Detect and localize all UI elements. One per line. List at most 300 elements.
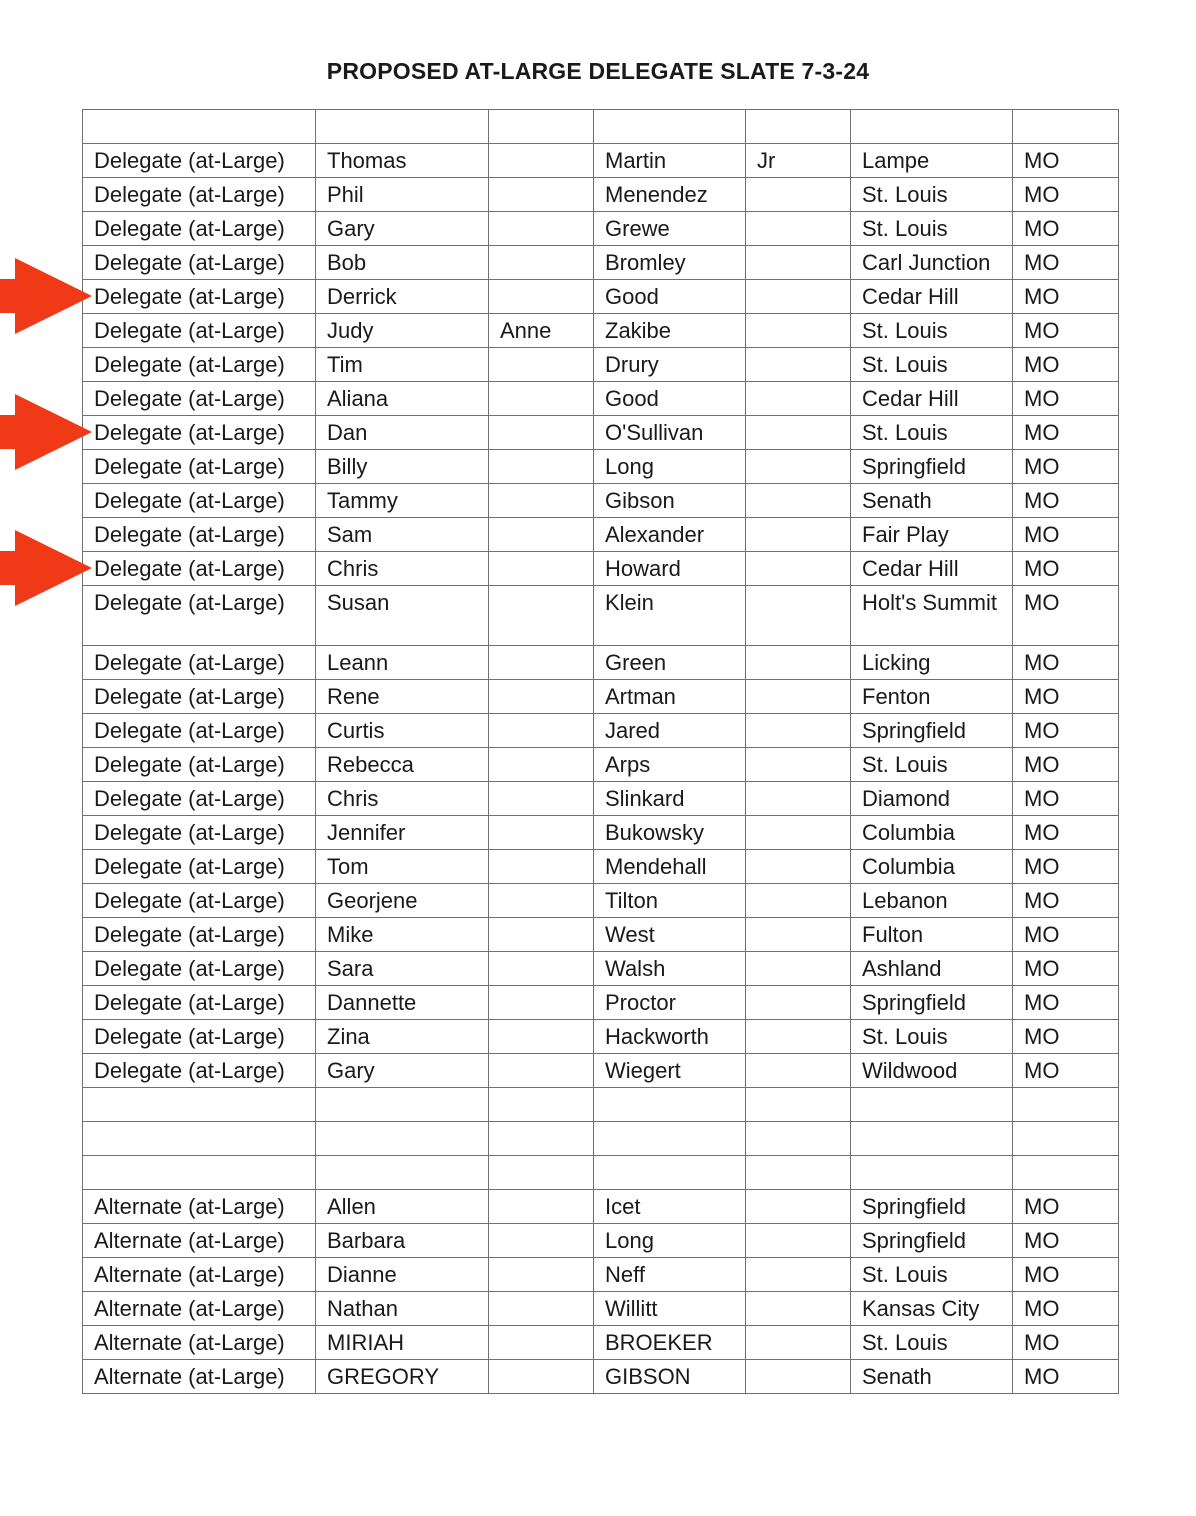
first-name-cell: Mike [316, 918, 489, 952]
city-cell: St. Louis [851, 1258, 1013, 1292]
table-row [83, 952, 1119, 986]
suffix-cell [746, 952, 851, 986]
state-cell: MO [1013, 1054, 1119, 1088]
last-name-cell: Long [594, 450, 746, 484]
first-name-cell: Jennifer [316, 816, 489, 850]
role-cell: Delegate (at-Large) [83, 314, 316, 348]
last-name-cell: Bukowsky [594, 816, 746, 850]
table-row [83, 850, 1119, 884]
table-row [83, 1020, 1119, 1054]
middle-name-cell [489, 586, 594, 646]
state-cell: MO [1013, 1326, 1119, 1360]
first-name-cell [316, 1122, 489, 1156]
city-cell [851, 1122, 1013, 1156]
city-cell: Springfield [851, 450, 1013, 484]
state-cell [1013, 1088, 1119, 1122]
last-name-cell: Jared [594, 714, 746, 748]
suffix-cell [746, 918, 851, 952]
suffix-cell [746, 1326, 851, 1360]
last-name-cell: BROEKER [594, 1326, 746, 1360]
last-name-cell: Neff [594, 1258, 746, 1292]
table-row [83, 816, 1119, 850]
role-cell: Delegate (at-Large) [83, 1054, 316, 1088]
table-row [83, 144, 1119, 178]
role-cell: Alternate (at-Large) [83, 1326, 316, 1360]
middle-name-cell [489, 1360, 594, 1394]
state-cell: MO [1013, 918, 1119, 952]
city-cell: St. Louis [851, 1020, 1013, 1054]
table-row [83, 314, 1119, 348]
state-cell [1013, 1156, 1119, 1190]
first-name-cell: Zina [316, 1020, 489, 1054]
middle-name-cell [489, 484, 594, 518]
first-name-cell: Georjene [316, 884, 489, 918]
middle-name-cell [489, 1258, 594, 1292]
middle-name-cell [489, 416, 594, 450]
city-cell: St. Louis [851, 1326, 1013, 1360]
city-cell: Columbia [851, 850, 1013, 884]
middle-name-cell [489, 816, 594, 850]
last-name-cell: Howard [594, 552, 746, 586]
role-cell: Delegate (at-Large) [83, 884, 316, 918]
state-cell [1013, 1122, 1119, 1156]
suffix-cell [746, 714, 851, 748]
role-cell: Delegate (at-Large) [83, 212, 316, 246]
table-row [83, 518, 1119, 552]
document-title: PROPOSED AT-LARGE DELEGATE SLATE 7-3-24 [326, 58, 870, 84]
middle-name-cell [489, 1326, 594, 1360]
first-name-cell: Billy [316, 450, 489, 484]
table-row [83, 552, 1119, 586]
city-cell: Kansas City [851, 1292, 1013, 1326]
middle-name-cell [489, 850, 594, 884]
role-cell: Alternate (at-Large) [83, 1360, 316, 1394]
table-row [83, 212, 1119, 246]
suffix-cell [746, 280, 851, 314]
table-row [83, 1156, 1119, 1190]
role-cell: Delegate (at-Large) [83, 246, 316, 280]
state-cell: MO [1013, 416, 1119, 450]
table-row [83, 1054, 1119, 1088]
first-name-cell: Aliana [316, 382, 489, 416]
state-cell: MO [1013, 1360, 1119, 1394]
last-name-cell: Klein [594, 586, 746, 646]
last-name-cell: O'Sullivan [594, 416, 746, 450]
middle-name-cell [489, 1088, 594, 1122]
role-cell: Delegate (at-Large) [83, 348, 316, 382]
last-name-cell: Menendez [594, 178, 746, 212]
middle-name-cell [489, 986, 594, 1020]
table-row [83, 1258, 1119, 1292]
city-cell: St. Louis [851, 212, 1013, 246]
table-row [83, 986, 1119, 1020]
first-name-cell [316, 1156, 489, 1190]
first-name-cell: Susan [316, 586, 489, 646]
city-cell: Carl Junction [851, 246, 1013, 280]
city-cell: Springfield [851, 1190, 1013, 1224]
suffix-cell [746, 110, 851, 144]
last-name-cell: Good [594, 382, 746, 416]
suffix-cell [746, 212, 851, 246]
middle-name-cell [489, 680, 594, 714]
table-row [83, 1360, 1119, 1394]
suffix-cell [746, 1088, 851, 1122]
city-cell: Fair Play [851, 518, 1013, 552]
middle-name-cell [489, 348, 594, 382]
table-row [83, 416, 1119, 450]
suffix-cell [746, 1224, 851, 1258]
table-row [83, 110, 1119, 144]
state-cell: MO [1013, 484, 1119, 518]
first-name-cell: Phil [316, 178, 489, 212]
suffix-cell [746, 680, 851, 714]
last-name-cell: GIBSON [594, 1360, 746, 1394]
city-cell: Springfield [851, 986, 1013, 1020]
first-name-cell: Curtis [316, 714, 489, 748]
city-cell [851, 110, 1013, 144]
state-cell: MO [1013, 646, 1119, 680]
suffix-cell [746, 348, 851, 382]
state-cell: MO [1013, 714, 1119, 748]
first-name-cell: Bob [316, 246, 489, 280]
role-cell: Delegate (at-Large) [83, 280, 316, 314]
first-name-cell: MIRIAH [316, 1326, 489, 1360]
first-name-cell: Dan [316, 416, 489, 450]
last-name-cell: Martin [594, 144, 746, 178]
role-cell: Delegate (at-Large) [83, 178, 316, 212]
suffix-cell [746, 986, 851, 1020]
middle-name-cell [489, 1292, 594, 1326]
first-name-cell: Allen [316, 1190, 489, 1224]
table-row [83, 586, 1119, 646]
role-cell [83, 1122, 316, 1156]
role-cell: Delegate (at-Large) [83, 646, 316, 680]
city-cell [851, 1156, 1013, 1190]
state-cell: MO [1013, 212, 1119, 246]
first-name-cell: Rebecca [316, 748, 489, 782]
middle-name-cell [489, 382, 594, 416]
city-cell: Springfield [851, 714, 1013, 748]
suffix-cell: Jr [746, 144, 851, 178]
table-row [83, 680, 1119, 714]
table-row [83, 382, 1119, 416]
middle-name-cell [489, 1054, 594, 1088]
suffix-cell [746, 816, 851, 850]
table-row [83, 646, 1119, 680]
state-cell: MO [1013, 1292, 1119, 1326]
first-name-cell: Sam [316, 518, 489, 552]
city-cell: Senath [851, 1360, 1013, 1394]
city-cell: Lampe [851, 144, 1013, 178]
last-name-cell: Tilton [594, 884, 746, 918]
state-cell: MO [1013, 552, 1119, 586]
suffix-cell [746, 1122, 851, 1156]
role-cell: Delegate (at-Large) [83, 450, 316, 484]
city-cell: Fulton [851, 918, 1013, 952]
first-name-cell: Tom [316, 850, 489, 884]
first-name-cell: Dianne [316, 1258, 489, 1292]
suffix-cell [746, 1156, 851, 1190]
suffix-cell [746, 484, 851, 518]
middle-name-cell [489, 1224, 594, 1258]
last-name-cell: Icet [594, 1190, 746, 1224]
middle-name-cell [489, 518, 594, 552]
last-name-cell: Willitt [594, 1292, 746, 1326]
middle-name-cell: Anne [489, 314, 594, 348]
role-cell: Alternate (at-Large) [83, 1258, 316, 1292]
suffix-cell [746, 646, 851, 680]
suffix-cell [746, 884, 851, 918]
middle-name-cell [489, 552, 594, 586]
first-name-cell [316, 1088, 489, 1122]
first-name-cell: Nathan [316, 1292, 489, 1326]
middle-name-cell [489, 748, 594, 782]
middle-name-cell [489, 714, 594, 748]
suffix-cell [746, 416, 851, 450]
city-cell: St. Louis [851, 748, 1013, 782]
suffix-cell [746, 1258, 851, 1292]
state-cell: MO [1013, 246, 1119, 280]
last-name-cell: Slinkard [594, 782, 746, 816]
first-name-cell: Barbara [316, 1224, 489, 1258]
role-cell [83, 1088, 316, 1122]
first-name-cell: Tim [316, 348, 489, 382]
last-name-cell: Grewe [594, 212, 746, 246]
middle-name-cell [489, 450, 594, 484]
middle-name-cell [489, 1190, 594, 1224]
table-row [83, 450, 1119, 484]
middle-name-cell [489, 782, 594, 816]
role-cell: Delegate (at-Large) [83, 586, 316, 646]
last-name-cell: Drury [594, 348, 746, 382]
table-row [83, 246, 1119, 280]
first-name-cell: Judy [316, 314, 489, 348]
first-name-cell: Derrick [316, 280, 489, 314]
first-name-cell [316, 110, 489, 144]
city-cell: Cedar Hill [851, 552, 1013, 586]
first-name-cell: Gary [316, 212, 489, 246]
suffix-cell [746, 1360, 851, 1394]
table-row [83, 280, 1119, 314]
role-cell: Delegate (at-Large) [83, 552, 316, 586]
table-row [83, 748, 1119, 782]
city-cell: St. Louis [851, 178, 1013, 212]
middle-name-cell [489, 884, 594, 918]
table-row [83, 1088, 1119, 1122]
state-cell: MO [1013, 280, 1119, 314]
role-cell: Delegate (at-Large) [83, 816, 316, 850]
middle-name-cell [489, 1156, 594, 1190]
red-arrow-icon [0, 530, 92, 606]
state-cell: MO [1013, 1224, 1119, 1258]
last-name-cell: Long [594, 1224, 746, 1258]
state-cell: MO [1013, 144, 1119, 178]
table-row [83, 884, 1119, 918]
state-cell: MO [1013, 952, 1119, 986]
suffix-cell [746, 552, 851, 586]
last-name-cell: West [594, 918, 746, 952]
city-cell: Wildwood [851, 1054, 1013, 1088]
role-cell: Alternate (at-Large) [83, 1190, 316, 1224]
role-cell: Alternate (at-Large) [83, 1224, 316, 1258]
state-cell: MO [1013, 314, 1119, 348]
city-cell: St. Louis [851, 416, 1013, 450]
middle-name-cell [489, 144, 594, 178]
city-cell: Diamond [851, 782, 1013, 816]
last-name-cell: Green [594, 646, 746, 680]
middle-name-cell [489, 646, 594, 680]
city-cell [851, 1088, 1013, 1122]
city-cell: Lebanon [851, 884, 1013, 918]
last-name-cell: Good [594, 280, 746, 314]
role-cell: Delegate (at-Large) [83, 782, 316, 816]
table-row [83, 714, 1119, 748]
middle-name-cell [489, 212, 594, 246]
table-row [83, 1292, 1119, 1326]
role-cell: Delegate (at-Large) [83, 918, 316, 952]
first-name-cell: GREGORY [316, 1360, 489, 1394]
last-name-cell: Wiegert [594, 1054, 746, 1088]
middle-name-cell [489, 246, 594, 280]
first-name-cell: Tammy [316, 484, 489, 518]
state-cell: MO [1013, 450, 1119, 484]
suffix-cell [746, 782, 851, 816]
role-cell: Delegate (at-Large) [83, 952, 316, 986]
state-cell: MO [1013, 782, 1119, 816]
first-name-cell: Dannette [316, 986, 489, 1020]
city-cell: St. Louis [851, 348, 1013, 382]
last-name-cell [594, 1088, 746, 1122]
suffix-cell [746, 1020, 851, 1054]
last-name-cell: Walsh [594, 952, 746, 986]
last-name-cell [594, 1122, 746, 1156]
first-name-cell: Chris [316, 552, 489, 586]
last-name-cell [594, 1156, 746, 1190]
last-name-cell: Gibson [594, 484, 746, 518]
red-arrow-icon [0, 394, 92, 470]
state-cell: MO [1013, 518, 1119, 552]
state-cell: MO [1013, 850, 1119, 884]
table-row [83, 484, 1119, 518]
table-row [83, 348, 1119, 382]
middle-name-cell [489, 110, 594, 144]
middle-name-cell [489, 952, 594, 986]
state-cell: MO [1013, 748, 1119, 782]
city-cell: Senath [851, 484, 1013, 518]
last-name-cell: Mendehall [594, 850, 746, 884]
state-cell: MO [1013, 884, 1119, 918]
last-name-cell: Artman [594, 680, 746, 714]
role-cell: Delegate (at-Large) [83, 144, 316, 178]
city-cell: Licking [851, 646, 1013, 680]
last-name-cell: Hackworth [594, 1020, 746, 1054]
state-cell [1013, 110, 1119, 144]
role-cell: Delegate (at-Large) [83, 518, 316, 552]
role-cell: Delegate (at-Large) [83, 850, 316, 884]
first-name-cell: Thomas [316, 144, 489, 178]
first-name-cell: Chris [316, 782, 489, 816]
suffix-cell [746, 450, 851, 484]
role-cell: Delegate (at-Large) [83, 986, 316, 1020]
city-cell: Springfield [851, 1224, 1013, 1258]
suffix-cell [746, 586, 851, 646]
suffix-cell [746, 382, 851, 416]
last-name-cell: Proctor [594, 986, 746, 1020]
state-cell: MO [1013, 1258, 1119, 1292]
role-cell [83, 1156, 316, 1190]
role-cell: Delegate (at-Large) [83, 382, 316, 416]
state-cell: MO [1013, 816, 1119, 850]
role-cell [83, 110, 316, 144]
suffix-cell [746, 178, 851, 212]
last-name-cell: Bromley [594, 246, 746, 280]
suffix-cell [746, 314, 851, 348]
state-cell: MO [1013, 348, 1119, 382]
state-cell: MO [1013, 986, 1119, 1020]
last-name-cell: Zakibe [594, 314, 746, 348]
first-name-cell: Gary [316, 1054, 489, 1088]
suffix-cell [746, 850, 851, 884]
state-cell: MO [1013, 178, 1119, 212]
role-cell: Alternate (at-Large) [83, 1292, 316, 1326]
last-name-cell [594, 110, 746, 144]
state-cell: MO [1013, 382, 1119, 416]
middle-name-cell [489, 280, 594, 314]
city-cell: Ashland [851, 952, 1013, 986]
table-row [83, 1190, 1119, 1224]
delegate-slate-table [82, 109, 1119, 1394]
suffix-cell [746, 518, 851, 552]
suffix-cell [746, 1292, 851, 1326]
middle-name-cell [489, 918, 594, 952]
middle-name-cell [489, 1020, 594, 1054]
first-name-cell: Leann [316, 646, 489, 680]
first-name-cell: Sara [316, 952, 489, 986]
first-name-cell: Rene [316, 680, 489, 714]
role-cell: Delegate (at-Large) [83, 416, 316, 450]
role-cell: Delegate (at-Large) [83, 484, 316, 518]
last-name-cell: Alexander [594, 518, 746, 552]
role-cell: Delegate (at-Large) [83, 748, 316, 782]
suffix-cell [746, 246, 851, 280]
middle-name-cell [489, 178, 594, 212]
city-cell: Fenton [851, 680, 1013, 714]
state-cell: MO [1013, 586, 1119, 646]
state-cell: MO [1013, 1020, 1119, 1054]
red-arrow-icon [0, 258, 92, 334]
city-cell: Cedar Hill [851, 280, 1013, 314]
suffix-cell [746, 748, 851, 782]
role-cell: Delegate (at-Large) [83, 680, 316, 714]
table-row [83, 918, 1119, 952]
suffix-cell [746, 1190, 851, 1224]
suffix-cell [746, 1054, 851, 1088]
table-row [83, 1326, 1119, 1360]
city-cell: Cedar Hill [851, 382, 1013, 416]
state-cell: MO [1013, 1190, 1119, 1224]
city-cell: Holt's Summit [851, 586, 1013, 646]
role-cell: Delegate (at-Large) [83, 1020, 316, 1054]
middle-name-cell [489, 1122, 594, 1156]
table-row [83, 782, 1119, 816]
table-row [83, 178, 1119, 212]
city-cell: St. Louis [851, 314, 1013, 348]
city-cell: Columbia [851, 816, 1013, 850]
role-cell: Delegate (at-Large) [83, 714, 316, 748]
table-row [83, 1122, 1119, 1156]
last-name-cell: Arps [594, 748, 746, 782]
state-cell: MO [1013, 680, 1119, 714]
